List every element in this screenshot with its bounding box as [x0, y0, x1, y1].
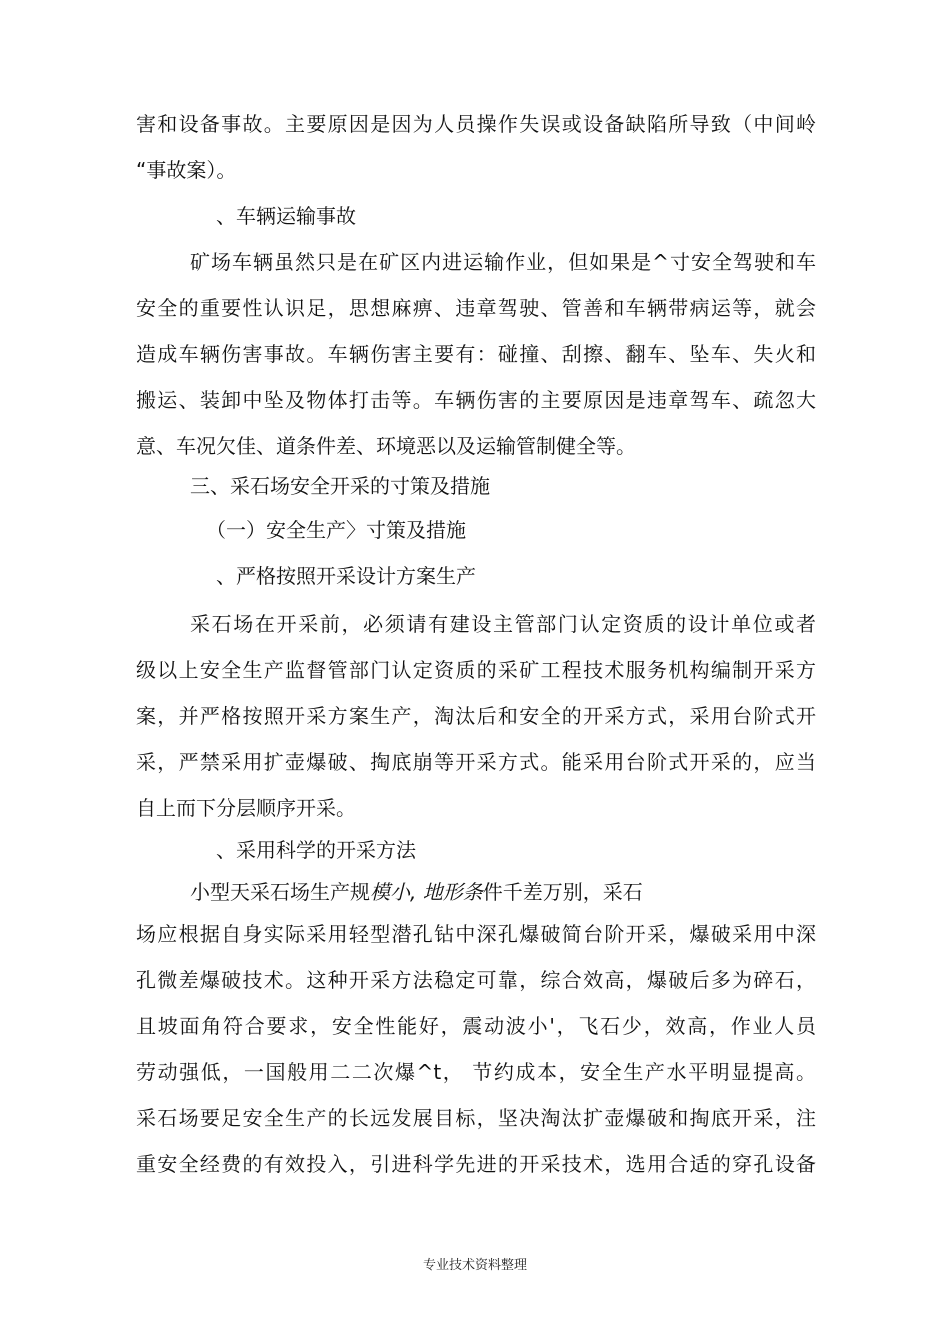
text-line: 且坡面角符合要求，安全性能好，震动波小'，飞石少，效高，作业人员: [136, 1014, 816, 1038]
text-line: “事故案）。: [136, 158, 237, 182]
section-heading: 三、采石场安全开采的寸策及措施: [190, 474, 490, 498]
text-line: 场应根据自身实际采用轻型潜孔钻中深孔爆破简台阶开采，爆破采用中深: [136, 922, 816, 946]
text-line: [190, 880, 643, 904]
text-line: 采，严禁采用扩壶爆破、掏底崩等开采方式。能采用台阶式开采的，应当: [136, 750, 816, 774]
text-line: 搬运、装卸中坠及物体打击等。车辆伤害的主要原因是违章驾车、疏忽大: [136, 388, 816, 412]
section-heading: （一）安全生产〉寸策及措施: [206, 518, 466, 542]
italic-text-run: 模小, 地形条: [370, 880, 483, 904]
text-line: 孔微差爆破技术。这种开采方法稳定可靠，综合效高，爆破后多为碎石，: [136, 968, 816, 992]
text-line: 级以上安全生产监督管部门认定资质的采矿工程技术服务机构编制开采方: [136, 658, 816, 682]
text-line: 安全的重要性认识足，思想麻痹、违章驾驶、管善和车辆带病运等，就会: [136, 296, 816, 320]
text-line: 矿场车辆虽然只是在矿区内进运输作业，但如果是^寸安全驾驶和车: [190, 250, 816, 274]
section-heading: 、车辆运输事故: [216, 204, 356, 228]
section-heading: 、严格按照开采设计方案生产: [216, 564, 476, 588]
text-line: 案，并严格按照开采方案生产，淘汰后和安全的开采方式，采用台阶式开: [136, 704, 816, 728]
text-line: 害和设备事故。主要原因是因为人员操作失误或设备缺陷所导致（中间岭: [136, 112, 816, 136]
section-heading: 、采用科学的开采方法: [216, 838, 416, 862]
page-footer: 专业技术资料整理: [422, 1258, 527, 1273]
text-run: 件千差万别，采石: [482, 880, 643, 904]
text-line: 造成车辆伤害事故。车辆伤害主要有：碰撞、刮擦、翻车、坠车、失火和: [136, 342, 816, 366]
text-line: 劳动强低，一国般用二二次爆^t， 节约成本，安全生产水平明显提高。: [136, 1060, 816, 1084]
text-run: 小型天采石场生产规: [190, 880, 370, 904]
text-line: 自上而下分层顺序开采。: [136, 796, 356, 820]
text-line: 重安全经费的有效投入，引进科学先进的开采技术，选用合适的穿孔设备: [136, 1152, 816, 1176]
text-line: 采石场要足安全生产的长远发展目标，坚决淘汰扩壶爆破和掏底开采，注: [136, 1106, 816, 1130]
text-line: 采石场在开采前，必须请有建设主管部门认定资质的设计单位或者: [190, 612, 816, 636]
text-line: 意、车况欠佳、道条件差、环境恶以及运输管制健全等。: [136, 434, 636, 458]
